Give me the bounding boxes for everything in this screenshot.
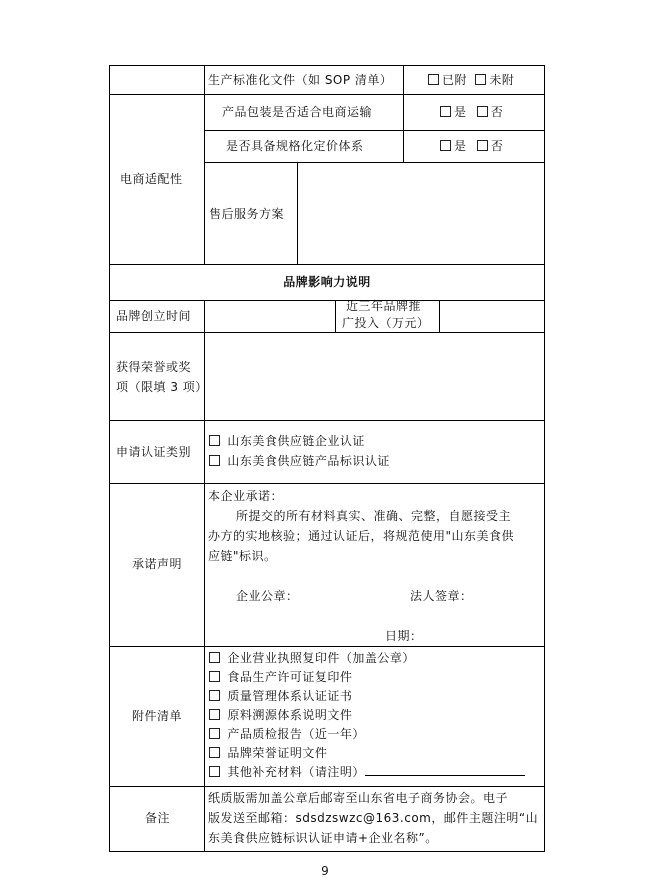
checkbox-icon[interactable] xyxy=(209,671,220,682)
other-materials-blank[interactable] xyxy=(365,763,525,776)
rule xyxy=(109,332,545,333)
checkbox-icon[interactable] xyxy=(209,728,220,739)
checkbox-icon[interactable] xyxy=(209,455,220,466)
attachment-item[interactable]: 品牌荣誉证明文件 xyxy=(209,744,327,762)
rule xyxy=(204,130,545,131)
checkbox-icon[interactable] xyxy=(477,140,488,151)
attachment-item[interactable]: 产品质检报告（近一年） xyxy=(209,725,365,743)
attachment-item[interactable]: 其他补充材料（请注明） xyxy=(209,763,525,781)
pricing-label: 是否具备规格化定价体系 xyxy=(226,139,364,153)
attachment-item[interactable]: 食品生产许可证复印件 xyxy=(209,668,352,686)
rule xyxy=(297,162,298,264)
rule xyxy=(109,264,545,265)
rule xyxy=(109,420,545,421)
option-attached: 已附 xyxy=(442,73,468,87)
commitment-intro: 本企业承诺： xyxy=(208,489,284,503)
pricing-options xyxy=(440,137,503,155)
packaging-options xyxy=(440,103,503,121)
checkbox-icon[interactable] xyxy=(209,709,220,720)
sop-options xyxy=(428,71,514,89)
checkbox-icon[interactable] xyxy=(209,652,220,663)
company-seal-label: 企业公章： xyxy=(236,589,299,603)
category-option-product[interactable]: 山东美食供应链产品标识认证 xyxy=(209,452,390,470)
rule xyxy=(109,851,545,852)
rule xyxy=(109,65,545,66)
attachment-item[interactable]: 企业营业执照复印件（加盖公章） xyxy=(209,649,415,667)
rule xyxy=(335,300,336,332)
checkbox-icon[interactable] xyxy=(440,140,451,151)
rule xyxy=(403,65,404,162)
commitment-line2: 办方的实地核验；通过认证后，将规范使用"山东美食供 xyxy=(208,529,515,543)
attachment-item[interactable]: 质量管理体系认证证书 xyxy=(209,687,352,705)
category-label: 申请认证类别 xyxy=(116,445,192,459)
packaging-label: 产品包装是否适合电商运输 xyxy=(222,105,373,119)
rule xyxy=(109,483,545,484)
date-label: 日期： xyxy=(385,629,423,643)
remarks-line2: 版发送至邮箱：sdsdzswzc@163.com，邮件主题注明“山 xyxy=(208,811,539,825)
remarks-line3: 东美食供应链标识认证申请+企业名称”。 xyxy=(208,831,438,845)
option-yes: 是 xyxy=(454,105,467,119)
rule xyxy=(439,300,440,332)
brand-founded-field[interactable] xyxy=(206,302,333,330)
checkbox-icon[interactable] xyxy=(209,747,220,758)
remarks-line1: 纸质版需加盖公章后邮寄至山东省电子商务协会。电子 xyxy=(208,791,509,805)
category-option-enterprise[interactable]: 山东美食供应链企业认证 xyxy=(209,432,365,450)
promo-investment-field[interactable] xyxy=(441,302,542,330)
option-yes: 是 xyxy=(454,139,467,153)
honors-label-line2: 项（限填 3 项） xyxy=(116,380,208,394)
rule xyxy=(109,65,110,852)
remarks-label: 备注 xyxy=(145,811,171,825)
checkbox-icon[interactable] xyxy=(209,435,220,446)
commitment-line3: 应链"标识。 xyxy=(208,549,277,563)
checkbox-icon[interactable] xyxy=(440,106,451,117)
rule xyxy=(109,646,545,647)
checkbox-icon[interactable] xyxy=(209,690,220,701)
option-not-attached: 未附 xyxy=(489,73,515,87)
page-number: 9 xyxy=(321,864,329,878)
promo-label-line1: 近三年品牌推 xyxy=(346,299,422,313)
after-sales-label: 售后服务方案 xyxy=(209,207,285,221)
brand-section-title: 品牌影响力说明 xyxy=(283,275,371,289)
rule xyxy=(109,786,545,787)
after-sales-field[interactable] xyxy=(299,164,542,262)
attachment-item[interactable]: 原料溯源体系说明文件 xyxy=(209,706,352,724)
commitment-label: 承诺声明 xyxy=(132,557,183,571)
checkbox-icon[interactable] xyxy=(477,106,488,117)
rule xyxy=(109,94,545,95)
rule xyxy=(544,65,545,852)
rule xyxy=(204,162,545,163)
checkbox-icon[interactable] xyxy=(428,74,439,85)
promo-label-line2: 广投入（万元） xyxy=(342,316,430,330)
honors-field[interactable] xyxy=(206,334,542,418)
brand-founded-label: 品牌创立时间 xyxy=(116,309,192,323)
option-no: 否 xyxy=(490,105,504,119)
rule xyxy=(204,65,205,264)
checkbox-icon[interactable] xyxy=(475,74,486,85)
honors-label-line1: 获得荣誉或奖 xyxy=(116,360,192,374)
checkbox-icon[interactable] xyxy=(209,766,220,777)
attachments-label: 附件清单 xyxy=(132,709,183,723)
ecom-fit-label: 电商适配性 xyxy=(120,172,183,186)
sop-label: 生产标准化文件（如 SOP 清单） xyxy=(208,73,393,87)
legal-signature-label: 法人签章： xyxy=(410,589,473,603)
commitment-line1: 所提交的所有材料真实、准确、完整，自愿接受主 xyxy=(236,509,512,523)
rule xyxy=(109,300,545,301)
option-no: 否 xyxy=(490,139,504,153)
